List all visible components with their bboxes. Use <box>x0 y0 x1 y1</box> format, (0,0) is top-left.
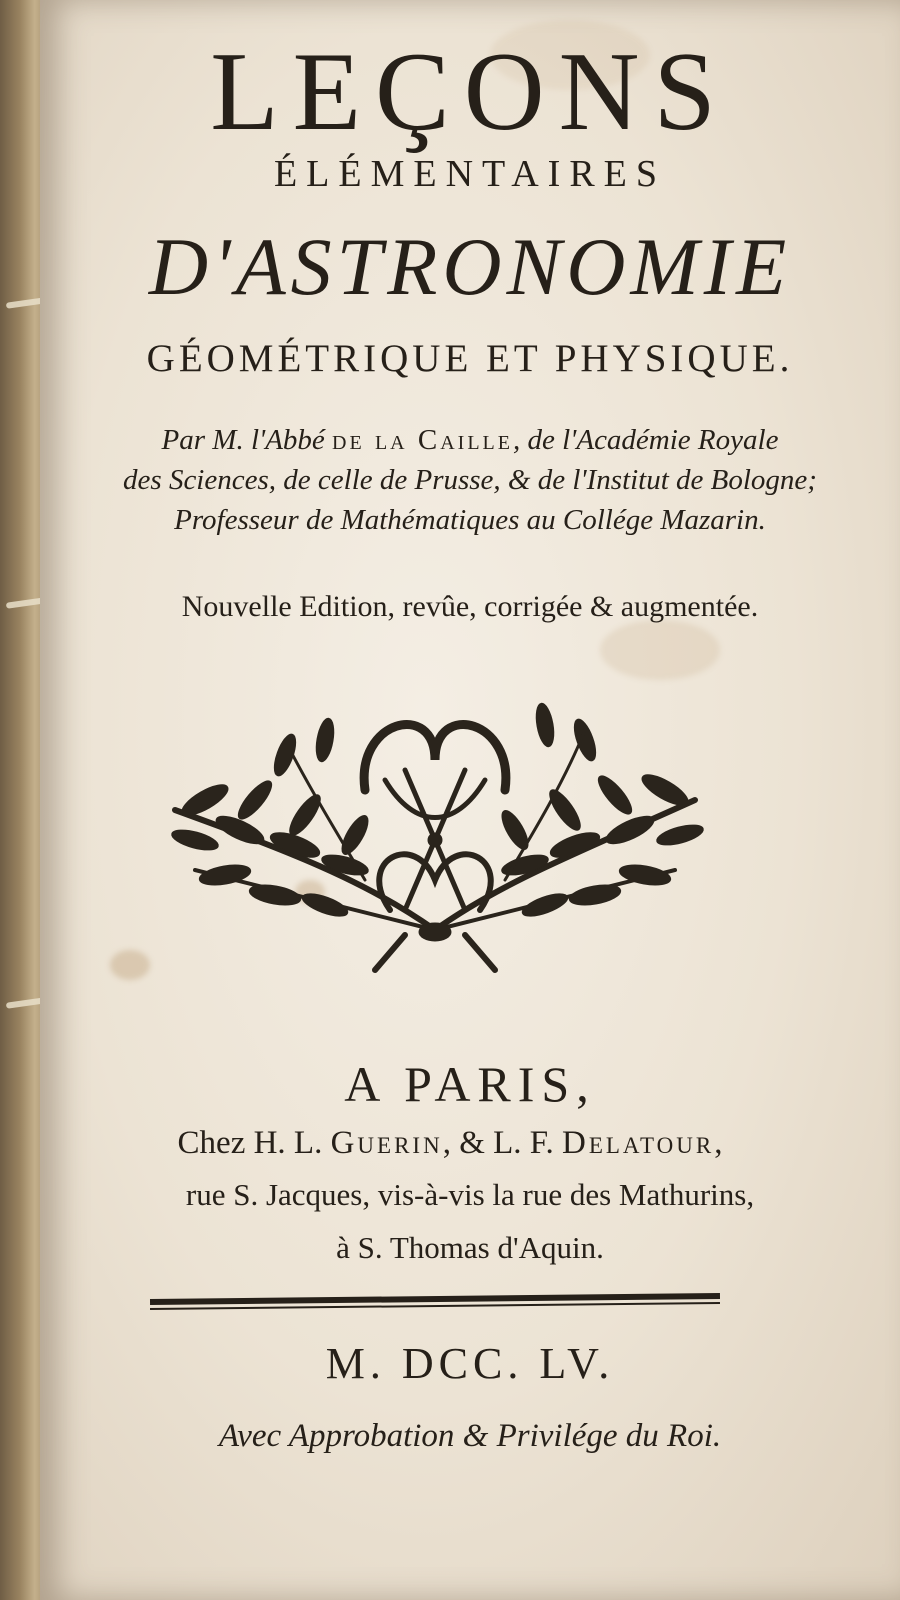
title-line-3: D'ASTRONOMIE <box>148 221 792 312</box>
publisher-prefix: Chez H. L. <box>177 1125 331 1161</box>
foxing-stain <box>600 620 720 680</box>
laurel-monogram-ornament-icon <box>135 680 735 980</box>
author-block <box>40 420 900 540</box>
imprint-publisher <box>20 1125 880 1162</box>
title-line-4: GÉOMÉTRIQUE ET PHYSIQUE. <box>146 337 794 380</box>
royal-approval: Avec Approbation & Privilége du Roi. <box>218 1418 722 1454</box>
author-affiliation: , de l'Académie Royale <box>512 424 779 456</box>
title-line-1: LEÇONS <box>210 30 730 154</box>
author-line-2: des Sciences, de celle de Prusse, & de l'Institut de Bologne; <box>123 464 817 496</box>
title-page <box>40 0 900 1600</box>
imprint-sign: à S. Thomas d'Aquin. <box>336 1230 604 1265</box>
author-name: de la Caille <box>332 424 513 456</box>
publisher-suffix: , <box>714 1125 723 1161</box>
author-line-3: Professeur de Mathématiques au Collége Mazarin. <box>174 504 766 536</box>
author-prefix: Par M. l'Abbé <box>161 424 333 456</box>
imprint-place: A PARIS, <box>344 1056 596 1112</box>
edition-statement: Nouvelle Edition, revûe, corrigée & augmentée. <box>181 590 759 623</box>
publisher-name-1: Guerin <box>330 1125 443 1161</box>
publication-year: M. DCC. LV. <box>325 1339 615 1388</box>
title-line-2: ÉLÉMENTAIRES <box>273 153 667 195</box>
publisher-name-2: Delatour <box>562 1125 715 1161</box>
author-line-1 <box>40 420 900 460</box>
imprint-address: rue S. Jacques, vis-à-vis la rue des Mathurins, <box>185 1177 755 1212</box>
publisher-mid: , & L. F. <box>442 1125 562 1161</box>
